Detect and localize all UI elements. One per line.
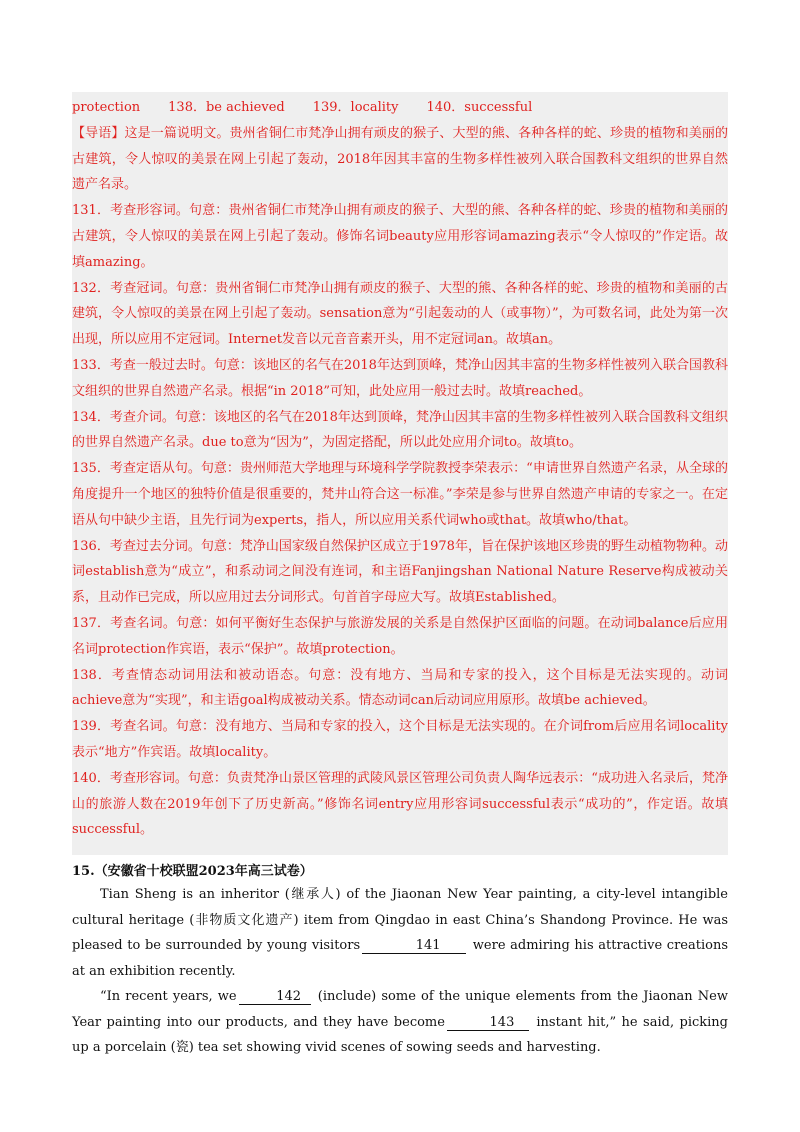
- explanation-137: 137．考查名词。句意：如何平衡好生态保护与旅游发展的关系是自然保护区面临的问题。在动词balance后应用名词protection作宾语，表示“保护”。故填protection。: [72, 615, 728, 657]
- passage-text: were admiring his attractive creations at an exhibition recently.: [72, 938, 728, 979]
- explanation-135: 135．考查定语从句。句意：贵州师范大学地理与环境科学学院教授李荣表示：“申请世界自然遗产名录，从全球的角度提升一个地区的独特价值是很重要的，梵井山符合这一标准。”李荣是参与世界自然遗产申请的专家之一。在定语从句中缺少主语，且先行词为experts，指人，所以应用关系代词who或that。故填who/that。: [72, 461, 728, 528]
- blank-142[interactable]: 142: [239, 989, 311, 1005]
- blank-143[interactable]: 143: [447, 1015, 529, 1031]
- explanation-131: 131．考查形容词。句意：贵州省铜仁市梵净山拥有顽皮的猴子、大型的熊、各种各样的蛇、珍贵的植物和美丽的古建筑，令人惊叹的美景在网上引起了轰动。修饰名词beauty应用形容词amazing表示“令人惊叹的”作定语。故填amazing。: [72, 203, 728, 270]
- explanation-134: 134．考查介词。句意：该地区的名气在2018年达到顶峰，梵净山因其丰富的生物多样性被列入联合国教科文组织的世界自然遗产名录。due to意为“因为”，为固定搭配，所以此处应用介词to。故填to。: [72, 409, 728, 451]
- answer-140: 140．successful: [426, 100, 533, 115]
- answer-key-row: [72, 95, 728, 121]
- passage-text: instant hit,” he said, picking up a porcelain (瓷) tea set showing vivid scenes of sowing seeds and harvesting.: [72, 1014, 728, 1055]
- answer-138: 138．be achieved: [168, 100, 285, 115]
- explanation-138: 138．考查情态动词用法和被动语态。句意：没有地方、当局和专家的投入，这个目标是无法实现的。动词achieve意为“实现”，和主语goal构成被动关系。情态动词can后动词应用原形。故填be achieved。: [72, 667, 728, 709]
- explanation-139: 139．考查名词。句意：没有地方、当局和专家的投入，这个目标是无法实现的。在介词from后应用名词locality表示“地方”作宾语。故填locality。: [72, 719, 728, 760]
- question-heading: 15.（安徽省十校联盟2023年高三试卷）: [72, 864, 313, 879]
- passage-paragraph-1: [72, 882, 728, 984]
- passage: [72, 882, 728, 1061]
- passage-text: Tian Sheng is an inheritor (继承人) of the Jiaonan New Year painting, a city-level intangible cultural heritage (非物质文化遗产) item from Qingdao in east China’s Shandong Province. He was pleased to be surrounded by young visitors: [72, 887, 728, 953]
- passage-text: “In recent years, we: [100, 989, 237, 1004]
- explanation-133: 133．考查一般过去时。句意：该地区的名气在2018年达到顶峰，梵净山因其丰富的生物多样性被列入联合国教科文组织的世界自然遗产名录。根据“in 2018”可知，此处应用一般过去时。故填reached。: [72, 357, 728, 399]
- answer-137: protection: [72, 100, 141, 115]
- answer-explanation-box: [72, 92, 728, 855]
- explanation-140: 140．考查形容词。句意：负责梵净山景区管理的武陵风景区管理公司负责人陶华远表示：“成功进入名录后，梵净山的旅游人数在2019年创下了历史新高。”修饰名词entry应用形容词successful表示“成功的”，作定语。故填successful。: [72, 770, 728, 838]
- guide-intro: 【导语】这是一篇说明文。贵州省铜仁市梵净山拥有顽皮的猴子、大型的熊、各种各样的蛇、珍贵的植物和美丽的古建筑，令人惊叹的美景在网上引起了轰动，2018年因其丰富的生物多样性被列入联合国教科文组织的世界自然遗产名录。: [72, 125, 728, 193]
- explanation-132: 132．考查冠词。句意：贵州省铜仁市梵净山拥有顽皮的猴子、大型的熊、各种各样的蛇、珍贵的植物和美丽的古建筑，令人惊叹的美景在网上引起了轰动。sensation意为“引起轰动的人（或事物）”，为可数名词，此处为第一次出现，所以应用不定冠词。Internet发音以元音音素开头，用不定冠词an。故填an。: [72, 280, 728, 348]
- answer-139: 139．locality: [312, 100, 399, 115]
- blank-141[interactable]: 141: [362, 938, 466, 954]
- explanation-136: 136．考查过去分词。句意：梵净山国家级自然保护区成立于1978年，旨在保护该地区珍贵的野生动植物物种。动词establish意为“成立”，和系动词之间没有连词，和主语Fanjingshan National Nature Reserve构成被动关系，且动作已完成，所以应用过去分词形式。句首首字母应大写。故填Established。: [72, 538, 728, 606]
- passage-text: (include) some of the unique elements from the Jiaonan New Year painting into our products, and they have become: [72, 989, 728, 1030]
- passage-paragraph-2: [72, 984, 728, 1061]
